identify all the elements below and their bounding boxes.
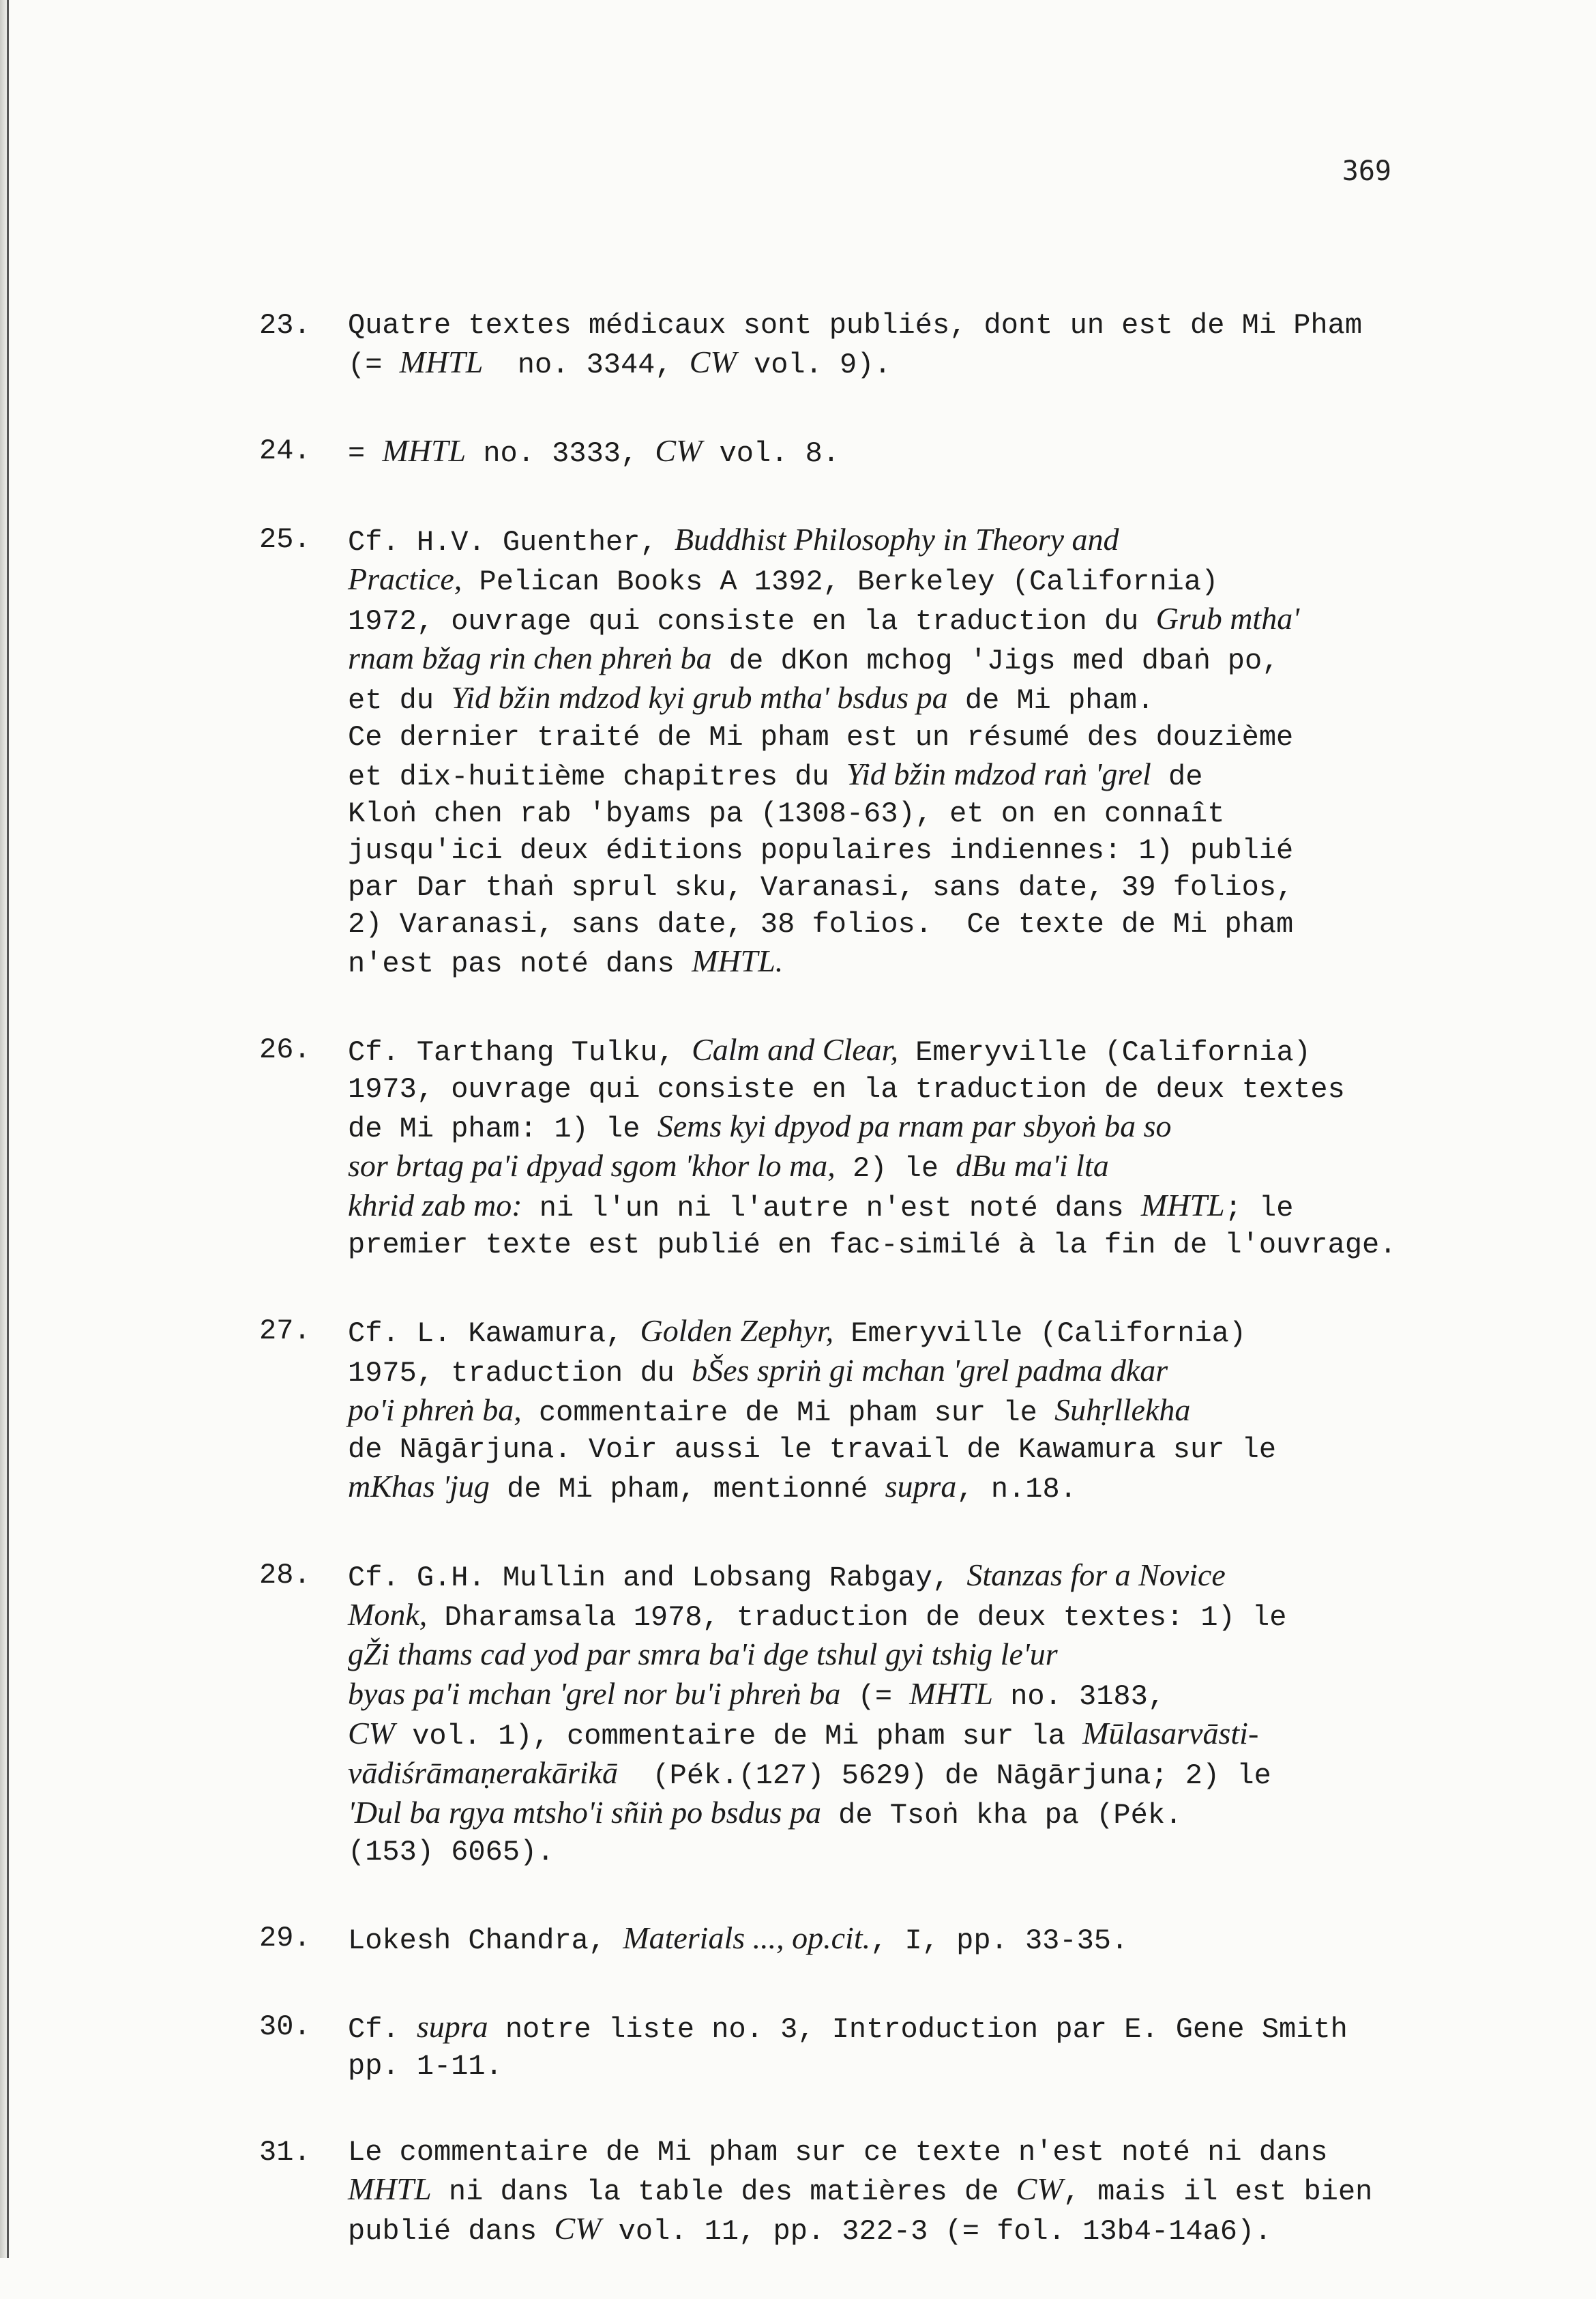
text-run: , mais il est bien <box>1063 2176 1373 2208</box>
footnote-line <box>348 1187 1473 1227</box>
footnote-line <box>348 2171 1473 2210</box>
text-run: 1975, traduction du <box>348 1357 692 1390</box>
footnote-line <box>348 1794 1473 1834</box>
italic-text: supra <box>885 1469 957 1504</box>
text-run: publié dans <box>348 2215 555 2248</box>
italic-text: CW <box>689 345 737 379</box>
text-run: jusqu'ici deux éditions populaires indiennes: 1) publié <box>348 834 1294 867</box>
italic-text: CW <box>348 1716 395 1751</box>
text-run: par Dar thaṅ sprul sku, Varanasi, sans date, 39 folios, <box>348 871 1294 904</box>
text-run: pp. 1-11. <box>348 2050 503 2083</box>
text-run: n'est pas noté dans <box>348 948 692 980</box>
footnote-line <box>348 2134 1473 2171</box>
footnote-line <box>348 521 1473 561</box>
footnote-line <box>348 1755 1473 1794</box>
footnote-number: 29. <box>259 1922 311 1954</box>
footnote-line <box>348 943 1473 982</box>
text-run: no. 3344, <box>483 349 690 381</box>
italic-text: Grub mtha' <box>1155 601 1300 636</box>
text-run: (153) 6065). <box>348 1836 555 1869</box>
footnote-line <box>348 600 1473 640</box>
text-run: Le commentaire de Mi pham sur ce texte n'est noté ni dans <box>348 2136 1328 2169</box>
text-run: (Pék.(127) 5629) de Nāgārjuna; 2) le <box>618 1759 1271 1792</box>
footnote-line <box>348 433 1473 472</box>
footnote-line <box>348 1108 1473 1147</box>
italic-text: Golden Zephyr, <box>640 1313 834 1348</box>
footnote-line <box>348 1031 1473 1071</box>
footnote-line <box>348 1313 1473 1352</box>
text-run: , I, pp. 33-35. <box>870 1924 1129 1957</box>
text-run: Quatre textes médicaux sont publiés, dont un est de Mi Pham <box>348 309 1363 342</box>
italic-text: MHTL. <box>692 943 784 978</box>
italic-text: mKhas 'jug <box>348 1469 490 1504</box>
footnote-number: 24. <box>259 435 311 467</box>
footnote-number: 28. <box>259 1559 311 1592</box>
footnote <box>259 1920 1473 1959</box>
text-run: vol. 8. <box>702 437 840 470</box>
text-run: 2) le <box>835 1152 956 1185</box>
text-run: Ce dernier traité de Mi pham est un résumé des douzième <box>348 721 1294 754</box>
footnote-line <box>348 795 1473 832</box>
footnote-number: 27. <box>259 1315 311 1347</box>
text-run: vol. 11, pp. 322-3 (= fol. 13b4-14a6). <box>601 2215 1272 2248</box>
italic-text: 'Dul ba rgya mtsho'i sñiṅ po bsdus pa <box>348 1795 821 1830</box>
footnote-line <box>348 1675 1473 1715</box>
footnotes-list <box>259 307 1473 2299</box>
italic-text: Buddhist Philosophy in Theory and <box>674 522 1119 557</box>
italic-text: CW <box>554 2211 602 2246</box>
footnote-number: 23. <box>259 309 311 342</box>
footnote-line <box>348 307 1473 344</box>
text-run: ; le <box>1224 1192 1294 1225</box>
text-run: Pelican Books A 1392, Berkeley (California) <box>462 566 1219 598</box>
italic-text: byas pa'i mchan 'grel nor bu'i phreṅ ba <box>348 1676 841 1711</box>
text-run: commentaire de Mi pham sur le <box>521 1396 1055 1429</box>
text-run: Emeryville (California) <box>833 1317 1247 1350</box>
italic-text: vādiśrāmaṇerakārikā <box>348 1755 619 1790</box>
text-run: Lokesh Chandra, <box>348 1924 623 1957</box>
footnote-line <box>348 561 1473 600</box>
text-run: Cf. L. Kawamura, <box>348 1317 640 1350</box>
text-run: ni l'un ni l'autre n'est noté dans <box>522 1192 1141 1225</box>
footnote-line <box>348 2210 1473 2250</box>
text-run: no. 3183, <box>992 1680 1166 1713</box>
text-run: de Tsoṅ kha pa (Pék. <box>821 1799 1183 1832</box>
italic-text: Yid bžin mdzod kyi grub mtha' bsdus pa <box>451 680 948 715</box>
footnote <box>259 2134 1473 2250</box>
italic-text: khrid zab mo: <box>348 1188 522 1222</box>
footnote <box>259 433 1473 472</box>
italic-text: MHTL <box>348 2171 432 2206</box>
text-run: vol. 1), commentaire de Mi pham sur la <box>395 1720 1083 1753</box>
italic-text: supra <box>416 2009 488 2044</box>
text-run: premier texte est publié en fac-similé à la fin de l'ouvrage. <box>348 1229 1397 1261</box>
text-run: 1973, ouvrage qui consiste en la traduction de deux textes <box>348 1073 1345 1106</box>
italic-text: MHTL <box>909 1676 993 1711</box>
footnote-number: 25. <box>259 523 311 556</box>
footnote-line <box>348 640 1473 679</box>
page-binding-line <box>7 0 9 2258</box>
footnote-line <box>348 344 1473 383</box>
footnote-line <box>348 719 1473 756</box>
footnote-line <box>348 1557 1473 1596</box>
italic-text: rnam bžag rin chen phreṅ ba <box>348 641 712 675</box>
italic-text: Stanzas for a Novice <box>966 1557 1226 1592</box>
footnote-line <box>348 1596 1473 1636</box>
footnote-line <box>348 1431 1473 1468</box>
text-run: no. 3333, <box>466 437 655 470</box>
text-run: , n.18. <box>956 1473 1077 1506</box>
text-run: de <box>1151 761 1203 793</box>
footnote-line <box>348 1352 1473 1392</box>
footnote-line <box>348 1715 1473 1755</box>
italic-text: MHTL <box>382 433 467 468</box>
text-run: Cf. G.H. Mullin and Lobsang Rabgay, <box>348 1562 967 1594</box>
text-run: Kloṅ chen rab 'byams pa (1308-63), et on en connaît <box>348 797 1225 830</box>
text-run: de Mi pham: 1) le <box>348 1113 657 1145</box>
italic-text: dBu ma'i lta <box>956 1148 1109 1183</box>
text-run: vol. 9). <box>736 349 891 381</box>
italic-text: MHTL <box>399 345 484 379</box>
text-run: 1972, ouvrage qui consiste en la traduction du <box>348 605 1156 638</box>
footnote-line <box>348 1920 1473 1959</box>
footnote-number: 30. <box>259 2010 311 2043</box>
text-run: de Mi pham, mentionné <box>489 1473 885 1506</box>
footnote <box>259 2008 1473 2085</box>
text-run: et du <box>348 684 452 717</box>
footnote-line <box>348 1834 1473 1871</box>
footnote <box>259 521 1473 982</box>
footnote-line <box>348 1468 1473 1508</box>
footnote-line <box>348 756 1473 795</box>
italic-text: Yid bžin mdzod raṅ 'grel <box>846 757 1151 791</box>
footnote-line <box>348 869 1473 906</box>
italic-text: Suhṛllekha <box>1054 1392 1191 1427</box>
footnote-number: 31. <box>259 2136 311 2169</box>
text-run: (= <box>348 349 400 381</box>
italic-text: CW <box>1016 2171 1063 2206</box>
footnote <box>259 1313 1473 1508</box>
italic-text: Practice, <box>348 561 462 596</box>
footnote-line <box>348 2008 1473 2048</box>
text-run: Cf. <box>348 2013 417 2046</box>
text-run: = <box>348 437 383 470</box>
footnote-number: 26. <box>259 1034 311 1066</box>
footnote <box>259 1557 1473 1871</box>
italic-text: po'i phreṅ ba, <box>348 1392 522 1427</box>
footnote-line <box>348 1636 1473 1675</box>
italic-text: CW <box>655 433 703 468</box>
footnote <box>259 307 1473 383</box>
footnote-line <box>348 1392 1473 1431</box>
italic-text: MHTL <box>1140 1188 1225 1222</box>
footnote-line <box>348 2048 1473 2085</box>
text-run: Cf. H.V. Guenther, <box>348 526 675 559</box>
italic-text: bŠes spriṅ gi mchan 'grel padma dkar <box>692 1353 1168 1388</box>
italic-text: Sems kyi dpyod pa rnam par sbyoṅ ba so <box>657 1109 1172 1143</box>
italic-text: sor brtag pa'i dpyad sgom 'khor lo ma, <box>348 1148 836 1183</box>
footnote <box>259 1031 1473 1263</box>
text-run: de Nāgārjuna. Voir aussi le travail de Kawamura sur le <box>348 1433 1277 1466</box>
text-run: de dKon mchog 'Jigs med dbaṅ po, <box>711 645 1280 677</box>
text-run: 2) Varanasi, sans date, 38 folios. Ce texte de Mi pham <box>348 908 1294 941</box>
text-run: Cf. Tarthang Tulku, <box>348 1036 692 1069</box>
text-run: de Mi pham. <box>947 684 1155 717</box>
text-run: Dharamsala 1978, traduction de deux textes: 1) le <box>427 1601 1287 1634</box>
italic-text: gŽi thams cad yod par smra ba'i dge tshul gyi tshig le'ur <box>348 1637 1058 1671</box>
italic-text: Calm and Clear, <box>692 1032 898 1067</box>
italic-text: Materials ..., op.cit. <box>623 1920 871 1955</box>
footnote-line <box>348 679 1473 719</box>
page-number: 369 <box>1342 156 1391 187</box>
text-run: ni dans la table des matières de <box>431 2176 1016 2208</box>
text-run: (= <box>840 1680 910 1713</box>
text-run: Emeryville (California) <box>898 1036 1311 1069</box>
italic-text: Mūlasarvāsti- <box>1082 1716 1259 1751</box>
footnote-line <box>348 906 1473 943</box>
text-run: et dix-huitième chapitres du <box>348 761 846 793</box>
text-run: notre liste no. 3, Introduction par E. Gene Smith <box>488 2013 1348 2046</box>
italic-text: Monk, <box>348 1597 428 1632</box>
footnote-line <box>348 1227 1473 1263</box>
footnote-line <box>348 1147 1473 1187</box>
footnote-line <box>348 1071 1473 1108</box>
footnote-line <box>348 832 1473 869</box>
